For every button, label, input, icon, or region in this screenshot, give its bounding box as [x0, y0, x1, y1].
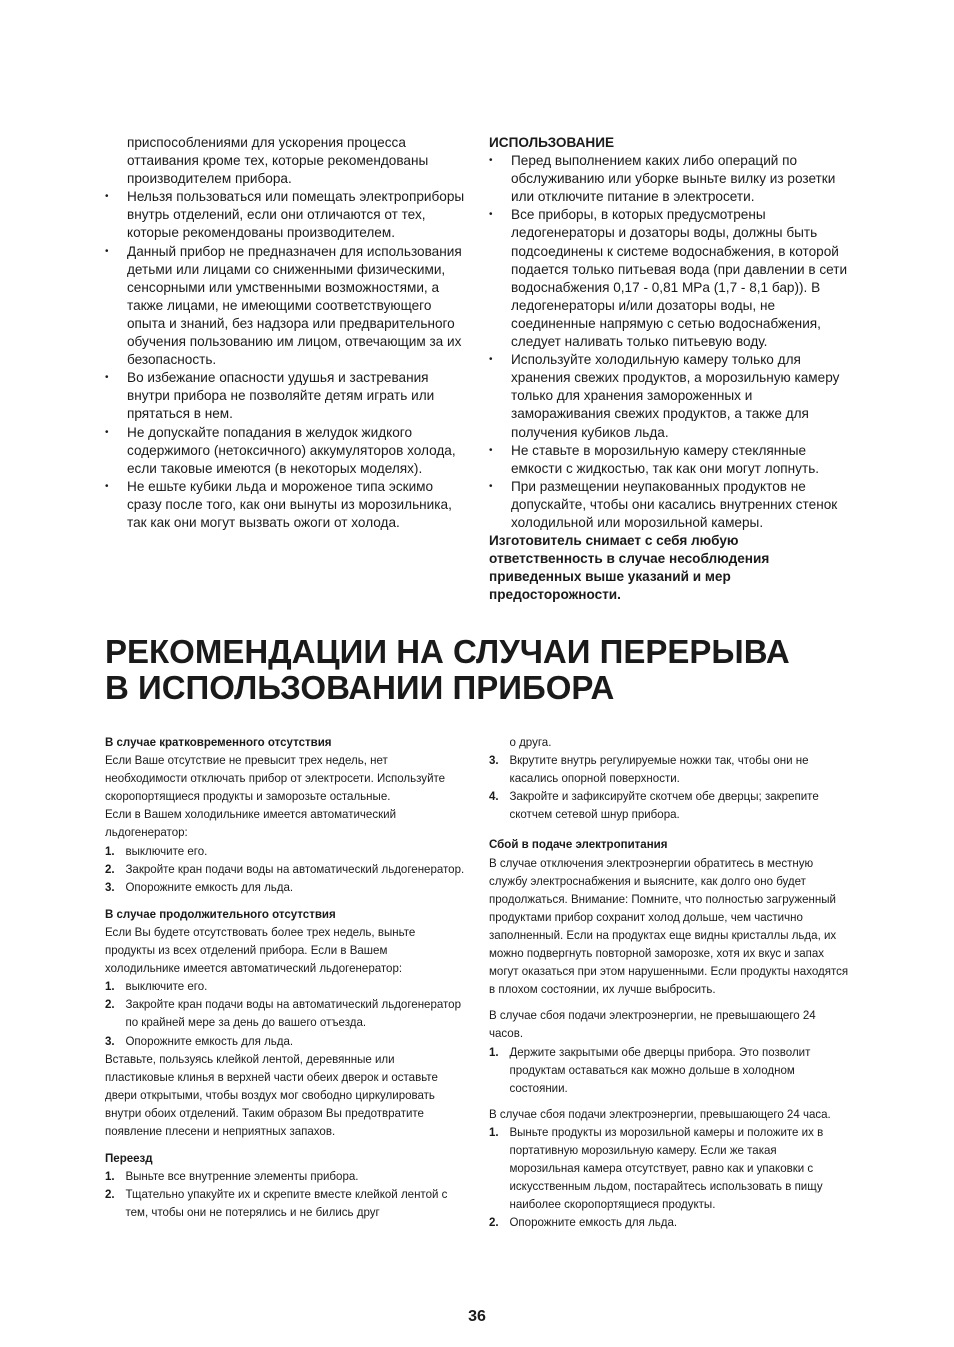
short-absence-heading: В случае кратковременного отсутствия	[105, 735, 332, 749]
step-text: Выньте все внутренние элементы прибора.	[125, 1169, 359, 1184]
step-text: Закройте кран подачи воды на автоматический льдогенератор.	[125, 861, 465, 876]
safety-bullet: • Нельзя пользоваться или помещать электроприборы внутрь отделений, если они отличаются от тех, которые рекомендованы производителем.	[105, 188, 467, 242]
step-number: 3.	[489, 753, 499, 768]
numbered-step	[105, 1032, 465, 1050]
step-text: Опорожните емкость для льда.	[509, 1215, 678, 1230]
step-text: Тщательно упакуйте их и скрепите вместе клейкой лентой с тем, чтобы они не потерялись и не бились друг	[125, 1187, 448, 1220]
numbered-step	[489, 1043, 849, 1097]
step-text: Держите закрытыми обе дверцы прибора. Это позволит продуктам оставаться как можно дольше в холодном состоянии.	[509, 1044, 811, 1095]
numbered-step	[489, 787, 849, 823]
section-title	[105, 634, 865, 706]
manufacturer-disclaimer: Изготовитель снимает с себя любую ответственность в случае несоблюдения приведенных выше указаний и мер предосторожности.	[489, 533, 770, 603]
safety-bullet: • Не ешьте кубики льда и мороженое типа эскимо сразу после того, как они вынуты из морозильника, так как они могут вызвать ожоги от холода.	[105, 478, 467, 532]
numbered-step	[105, 842, 465, 860]
continued-step-text: о друга.	[509, 735, 552, 749]
long-absence-doors-paragraph: Вставьте, пользуясь клейкой лентой, деревянные или пластиковые клинья в верхней части обеих дверок и оставьте двери открытыми, чтобы воздух мог свободно циркулировать внутри обоих отделений. Таким образом Вы предотвратите появление плесени и неприятных запахов.	[105, 1051, 438, 1138]
numbered-step	[489, 1213, 849, 1231]
numbered-step	[105, 878, 465, 896]
step-text: Закройте кран подачи воды на автоматический льдогенератор по крайней мере за день до вашего отъезда.	[125, 997, 462, 1030]
step-number: 1.	[489, 1124, 499, 1139]
safety-column-left	[105, 134, 467, 532]
numbered-step	[105, 977, 465, 995]
power-failure-long-paragraph: В случае сбоя подачи электроэнергии, превышающего 24 часа.	[489, 1106, 831, 1121]
step-number: 1.	[489, 1044, 499, 1059]
numbered-step	[105, 1167, 465, 1185]
step-number: 2.	[105, 1187, 115, 1202]
safety-bullet: • Во избежание опасности удушья и застревания внутри прибора не позволяйте детям играть или прятаться в нем.	[105, 369, 467, 423]
step-number: 2.	[489, 1215, 499, 1230]
moving-heading: Переезд	[105, 1151, 153, 1166]
step-number: 2.	[105, 997, 115, 1012]
step-text: выключите его.	[125, 843, 208, 858]
step-number: 1.	[105, 843, 115, 858]
long-absence-paragraph: Если Вы будете отсутствовать более трех недель, выньте продукты из всех отделений прибора. Если в Вашем холодильнике имеется автоматический льдогенератор:	[105, 924, 416, 976]
continued-paragraph: приспособлениями для ускорения процесса оттаивания кроме тех, которые рекомендованы производителем прибора.	[127, 135, 429, 187]
usage-bullet: • Перед выполнением каких либо операций по обслуживанию или уборке выньте вилку из розетки или отключите питание в электросети.	[489, 152, 851, 206]
step-number: 3.	[105, 1033, 115, 1048]
usage-bullet: • При размещении неупакованных продуктов не допускайте, чтобы они касались внутренних стенок холодильной или морозильной камеры.	[489, 478, 851, 532]
usage-bullet: • Не ставьте в морозильную камеру стеклянные емкости с жидкостью, так как они могут лопнуть.	[489, 442, 851, 478]
step-number: 3.	[105, 879, 115, 894]
numbered-step	[105, 1185, 465, 1221]
step-text: Закройте и зафиксируйте скотчем обе дверцы; закрепите скотчем сетевой шнур прибора.	[509, 789, 819, 822]
usage-column-right	[489, 134, 851, 604]
power-column-right	[489, 733, 851, 1231]
step-number: 2.	[105, 861, 115, 876]
usage-bullet: • Используйте холодильную камеру только для хранения свежих продуктов, а морозильную камеру только для хранения замороженных и замораживания свежих продуктов, а также для получения кубиков льда.	[489, 351, 851, 441]
step-text: Опорожните емкость для льда.	[125, 879, 294, 894]
section-title-line-1: РЕКОМЕНДАЦИИ НА СЛУЧАИ ПЕРЕРЫВА	[105, 633, 790, 670]
long-absence-heading: В случае продолжительного отсутствия	[105, 906, 336, 921]
section-title-line-2: В ИСПОЛЬЗОВАНИИ ПРИБОРА	[105, 669, 615, 706]
usage-heading: ИСПОЛЬЗОВАНИЕ	[489, 135, 615, 150]
step-text: Выньте продукты из морозильной камеры и положите их в портативную морозильную камеру. Если же такая морозильная камера отсутствует, равно как и упаковки с искусственным льдом, постарайтесь использовать в пищу наиболее скоропортящиеся продукты.	[509, 1124, 824, 1212]
step-number: 1.	[105, 979, 115, 994]
numbered-step	[489, 751, 849, 787]
numbered-step	[105, 995, 465, 1031]
absence-column-left	[105, 733, 467, 1221]
step-text: Опорожните емкость для льда.	[125, 1033, 294, 1048]
usage-bullet: • Все приборы, в которых предусмотрены ледогенераторы и дозаторы воды, должны быть подсоединены к системе водоснабжения, в которой подается только питьевая вода (при давлении в сети водоснабжения 0,17 - 0,81 MPa (1,7 - 8,1 бар)). В ледогенераторы и/или дозаторы воды, не соединенные напрямую с сетью водоснабжения, следует наливать только питьевую воду.	[489, 206, 851, 351]
step-text: выключите его.	[125, 979, 208, 994]
safety-bullet: • Данный прибор не предназначен для использования детьми или лицами со сниженными физическими, сенсорными или умственными возможностями, а также лицами, не имеющими соответствующего опыта и знаний, без надзора или предварительного обучения пользованию им лицом, отвечающим за их безопасность.	[105, 243, 467, 370]
page-number: 36	[468, 1308, 486, 1325]
short-absence-icemaker-paragraph: Если в Вашем холодильнике имеется автоматический льдогенератор:	[105, 807, 397, 840]
step-text: Вкрутите внутрь регулируемые ножки так, чтобы они не касались опорной поверхности.	[509, 753, 809, 786]
numbered-step	[489, 1123, 849, 1213]
safety-bullet: • Не допускайте попадания в желудок жидкого содержимого (нетоксичного) аккумуляторов холода, если таковые имеются (в некоторых моделях).	[105, 424, 467, 478]
power-failure-heading: Сбой в подаче электропитания	[489, 837, 668, 852]
step-number: 4.	[489, 789, 499, 804]
power-failure-paragraph: В случае отключения электроэнергии обратитесь в местную службу электроснабжения и выясните, как долго оно будет продолжаться. Внимание: Помните, что полностью загруженный продуктами прибор сохранит холод дольше, чем частично заполненный. Если на продуктах еще видны кристаллы льда, их можно подвергнуть повторной заморозке, хотя их вкус и запах могут оказаться при этом нарушенными. Если продукты находятся в плохом состоянии, их лучше выбросить.	[489, 855, 849, 997]
power-failure-short-paragraph: В случае сбоя подачи электроэнергии, не превышающего 24 часов.	[489, 1008, 816, 1041]
short-absence-paragraph: Если Ваше отсутствие не превысит трех недель, нет необходимости отключать прибор от электросети. Используйте скоропортящиеся продукты и заморозьте остальные.	[105, 753, 446, 804]
numbered-step	[105, 860, 465, 878]
step-number: 1.	[105, 1169, 115, 1184]
